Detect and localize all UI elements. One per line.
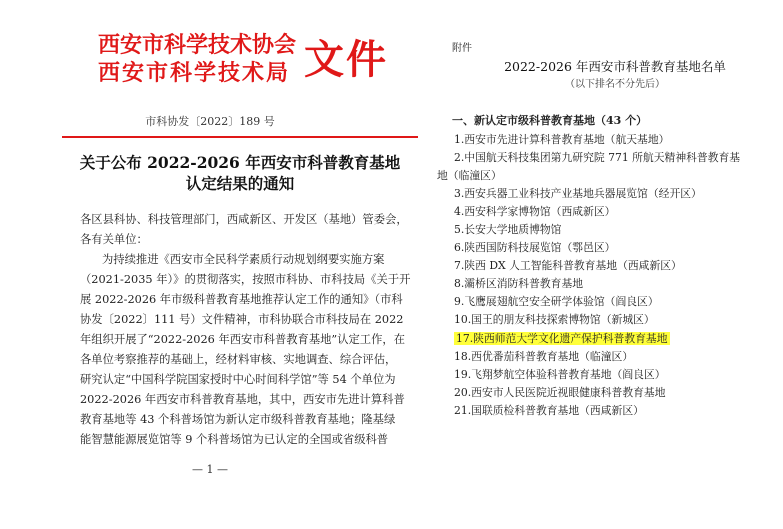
list-item: 2.中国航天科技集团第九研究院 771 所航天精神科普教育基 bbox=[454, 151, 741, 164]
list-item: 20.西安市人民医院近视眼健康科普教育基地 bbox=[454, 386, 666, 399]
page-number: — 1 — bbox=[192, 463, 228, 476]
list-item: 8.灞桥区消防科普教育基地 bbox=[454, 277, 584, 290]
body-line: （2021-2035 年）》的贯彻落实，按照市科协、市科技局《关于开 bbox=[80, 273, 411, 286]
letterhead-org-2: 西安市科学技术局 bbox=[98, 60, 291, 86]
document-title-line-2: 认定结果的通知 bbox=[185, 174, 295, 193]
body-line: 能智慧能源展览馆等 9 个科普场馆为已认定的全国或省级科普 bbox=[80, 433, 389, 446]
list-item: 4.西安科学家博物馆（西咸新区） bbox=[454, 205, 616, 218]
highlighted-text: 17.陕西师范大学文化遗产保护科普教育基地 bbox=[456, 332, 668, 345]
letterhead-org-1: 西安市科学技术协会 bbox=[98, 32, 297, 58]
body-line: 协发〔2022〕111 号）文件精神，市科协联合市科技局在 2022 bbox=[80, 313, 404, 326]
body-line: 教育基地等 43 个科普场馆为新认定市级科普教育基地；隆基绿 bbox=[80, 413, 396, 426]
list-item: 9.飞鹰展翅航空安全研学体验馆（阎良区） bbox=[454, 295, 659, 308]
list-item: 5.长安大学地质博物馆 bbox=[454, 223, 562, 236]
list-item: 3.西安兵器工业科技产业基地兵器展览馆（经开区） bbox=[454, 187, 702, 200]
letterhead bbox=[98, 32, 398, 92]
list-title: 2022-2026 年西安市科普教育基地名单 bbox=[504, 59, 726, 74]
attachment-label: 附件 bbox=[452, 43, 472, 54]
body-line: 展 2022-2026 年市级科普教育基地推荐认定工作的通知》（市科 bbox=[80, 293, 403, 306]
section-heading: 一、新认定市级科普教育基地（43 个） bbox=[452, 114, 648, 127]
letterhead-document-word: 文件 bbox=[304, 36, 388, 83]
body-line: 各单位考察推荐的基础上，经材料审核、实地调查、综合评估， bbox=[80, 353, 397, 366]
list-subtitle: （以下排名不分先后） bbox=[565, 79, 665, 90]
body-line: 为持续推进《西安市全民科学素质行动规划纲要实施方案 bbox=[102, 253, 385, 266]
body-line: 各有关单位： bbox=[80, 233, 148, 246]
list-item: 7.陕西 DX 人工智能科普教育基地（西咸新区） bbox=[454, 259, 682, 272]
body-line: 各区县科协、科技管理部门，西咸新区、开发区（基地）管委会， bbox=[80, 213, 408, 226]
red-divider-line bbox=[62, 136, 418, 138]
right-document-page bbox=[420, 0, 783, 529]
document-number: 市科协发〔2022〕189 号 bbox=[145, 115, 275, 128]
body-line: 2022-2026 年西安市科普教育基地，其中，西安市先进计算科普 bbox=[80, 393, 405, 406]
document-title-line-1: 关于公布 2022-2026 年西安市科普教育基地 bbox=[79, 153, 401, 172]
list-item-continued: 地（临潼区） bbox=[437, 169, 502, 182]
body-line: 年组织开展了“2022-2026 年西安市科普教育基地”认定工作，在 bbox=[80, 333, 405, 346]
list-item: 6.陕西国防科技展览馆（鄠邑区） bbox=[454, 241, 616, 254]
list-item: 21.国联质检科普教育基地（西咸新区） bbox=[454, 404, 644, 417]
list-item: 19.飞翔梦航空体验科普教育基地（阎良区） bbox=[454, 368, 666, 381]
list-item: 1.西安市先进计算科普教育基地（航天基地） bbox=[454, 133, 670, 146]
list-item: 18.西优番茄科普教育基地（临潼区） bbox=[454, 350, 634, 363]
list-item-highlighted bbox=[454, 332, 670, 346]
body-line: 研究认定“中国科学院国家授时中心时间科学馆”等 54 个单位为 bbox=[80, 373, 396, 386]
list-item: 10.国王的朋友科技探索博物馆（新城区） bbox=[454, 313, 655, 326]
